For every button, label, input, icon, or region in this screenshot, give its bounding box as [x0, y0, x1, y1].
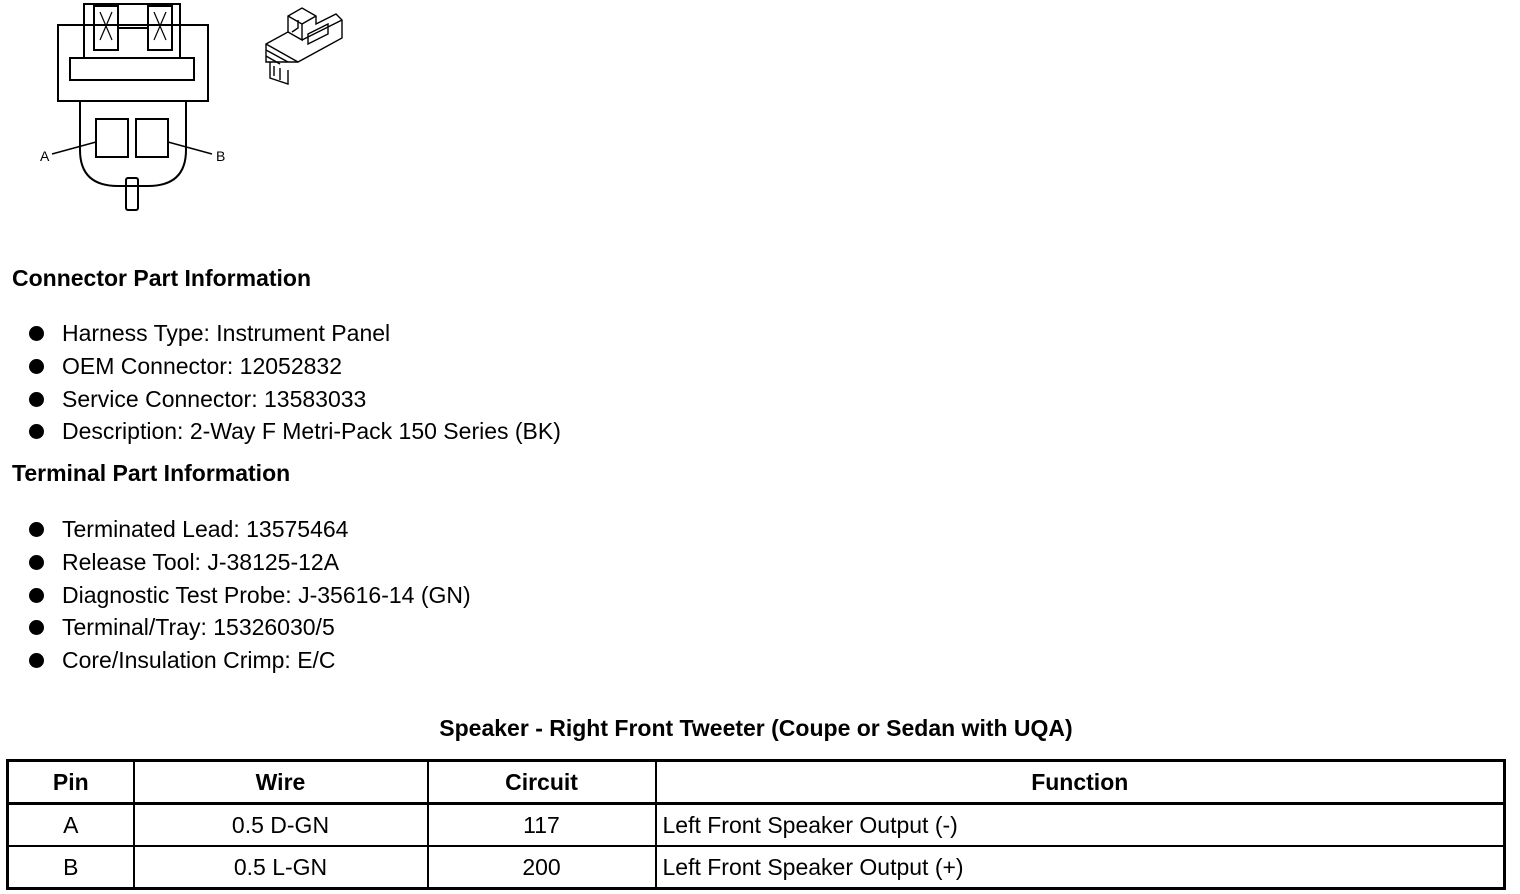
- pin-b-label: B: [216, 148, 226, 164]
- connector-part-info-list: [28, 317, 561, 448]
- pin-cell: A: [8, 804, 134, 847]
- pin-a-label: A: [40, 148, 50, 164]
- table-title: Speaker - Right Front Tweeter (Coupe or Sedan with UQA): [439, 715, 1073, 741]
- connector-face-diagram: [30, 0, 240, 220]
- column-header-function: Function: [656, 761, 1505, 804]
- list-item: Core/Insulation Crimp: E/C: [28, 644, 471, 677]
- wire-cell: 0.5 L-GN: [134, 846, 428, 889]
- pin-assignment-table: [6, 759, 1506, 890]
- list-item: Harness Type: Instrument Panel: [28, 317, 561, 350]
- bullet-icon: [29, 653, 44, 668]
- circuit-cell: 117: [428, 804, 656, 847]
- pin-a-cavity: [96, 119, 128, 157]
- connector-part-info-heading: Connector Part Information: [12, 265, 312, 291]
- column-header-wire: Wire: [134, 761, 428, 804]
- wire-cell: 0.5 D-GN: [134, 804, 428, 847]
- terminal-part-info-heading: Terminal Part Information: [12, 460, 291, 486]
- bullet-icon: [29, 359, 44, 374]
- column-header-circuit: Circuit: [428, 761, 656, 804]
- list-item: Terminated Lead: 13575464: [28, 513, 471, 546]
- bullet-icon: [29, 326, 44, 341]
- table-row: [8, 846, 1505, 889]
- list-item: Release Tool: J-38125-12A: [28, 546, 471, 579]
- pin-b-cavity: [136, 119, 168, 157]
- pin-cell: B: [8, 846, 134, 889]
- column-header-pin: Pin: [8, 761, 134, 804]
- connector-isometric-image: [258, 4, 344, 88]
- list-item: Service Connector: 13583033: [28, 383, 561, 416]
- bullet-icon: [29, 620, 44, 635]
- circuit-cell: 200: [428, 846, 656, 889]
- bullet-icon: [29, 522, 44, 537]
- function-cell: Left Front Speaker Output (+): [656, 846, 1505, 889]
- list-item: Terminal/Tray: 15326030/5: [28, 611, 471, 644]
- terminal-part-info-list: [28, 513, 471, 677]
- list-item: OEM Connector: 12052832: [28, 350, 561, 383]
- table-header-row: [8, 761, 1505, 804]
- connector-housing: [58, 25, 208, 101]
- bullet-icon: [29, 424, 44, 439]
- list-item: Description: 2-Way F Metri-Pack 150 Series (BK): [28, 415, 561, 448]
- table-row: [8, 804, 1505, 847]
- bullet-icon: [29, 588, 44, 603]
- bullet-icon: [29, 392, 44, 407]
- function-cell: Left Front Speaker Output (-): [656, 804, 1505, 847]
- list-item: Diagnostic Test Probe: J-35616-14 (GN): [28, 579, 471, 612]
- bullet-icon: [29, 555, 44, 570]
